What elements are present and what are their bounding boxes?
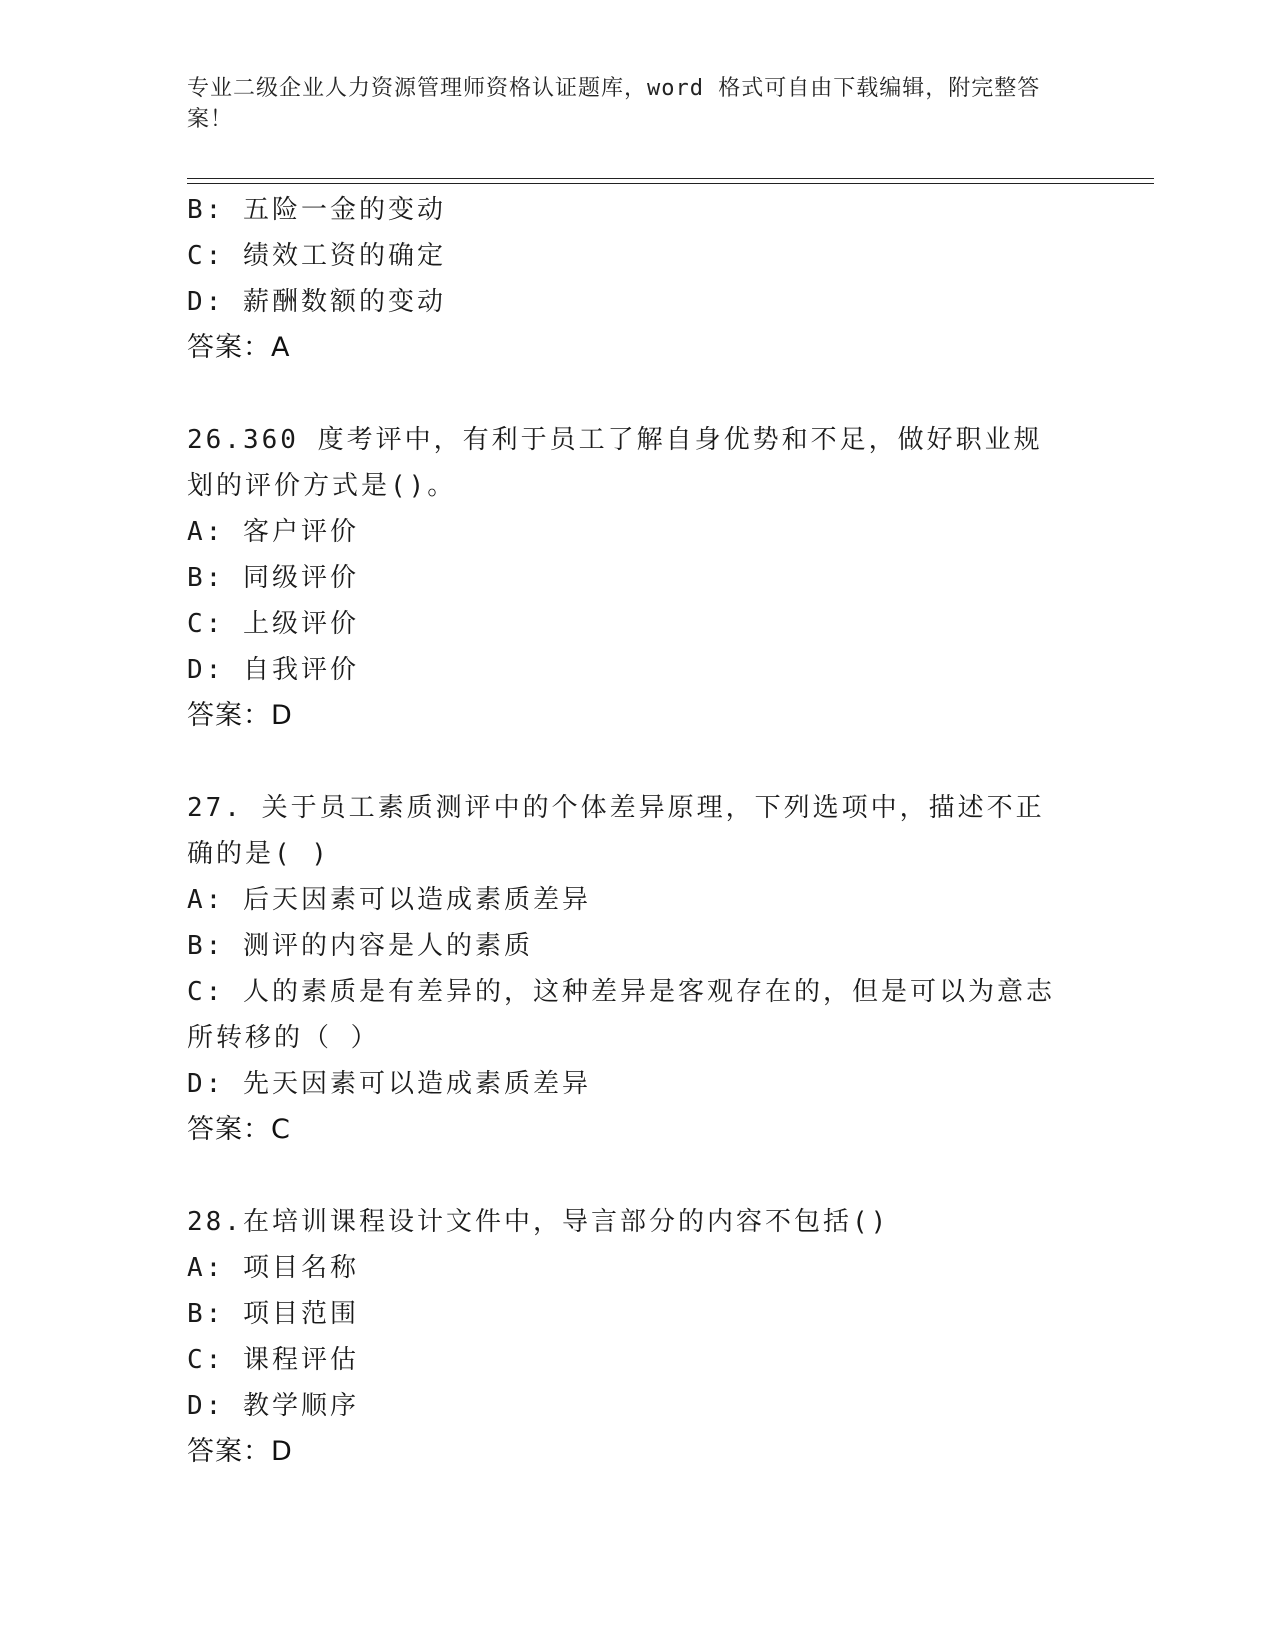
prev-question-tail bbox=[187, 187, 1087, 371]
spacer bbox=[187, 739, 1087, 785]
document-body bbox=[187, 187, 1087, 1475]
option-d: D: 自我评价 bbox=[187, 655, 359, 685]
option-a: A: 后天因素可以造成素质差异 bbox=[187, 885, 591, 915]
header-divider-bottom bbox=[187, 183, 1154, 184]
question-26 bbox=[187, 417, 1087, 739]
option-c: C: 绩效工资的确定 bbox=[187, 241, 446, 271]
question-28 bbox=[187, 1199, 1087, 1475]
option-a: A: 客户评价 bbox=[187, 517, 359, 547]
answer-line: 答案：A bbox=[187, 332, 291, 363]
option-d: D: 先天因素可以造成素质差异 bbox=[187, 1069, 591, 1099]
option-a: A: 项目名称 bbox=[187, 1253, 359, 1283]
spacer bbox=[187, 371, 1087, 417]
question-27 bbox=[187, 785, 1087, 1153]
option-d: D: 教学顺序 bbox=[187, 1391, 359, 1421]
option-c: C: 课程评估 bbox=[187, 1345, 359, 1375]
question-text: 27. 关于员工素质测评中的个体差异原理，下列选项中，描述不正确的是( ) bbox=[187, 793, 1045, 869]
option-b: B: 测评的内容是人的素质 bbox=[187, 931, 533, 961]
option-c: C: 上级评价 bbox=[187, 609, 359, 639]
option-b: B: 五险一金的变动 bbox=[187, 195, 446, 225]
option-b: B: 同级评价 bbox=[187, 563, 359, 593]
question-text: 28.在培训课程设计文件中，导言部分的内容不包括() bbox=[187, 1207, 890, 1237]
document-header: 专业二级企业人力资源管理师资格认证题库，word 格式可自由下载编辑，附完整答案！ bbox=[187, 76, 1041, 132]
header-divider-top bbox=[187, 178, 1154, 179]
question-text: 26.360 度考评中，有利于员工了解自身优势和不足，做好职业规划的评价方式是()。 bbox=[187, 425, 1043, 501]
answer-line: 答案：D bbox=[187, 700, 293, 731]
option-c: C: 人的素质是有差异的，这种差异是客观存在的，但是可以为意志所转移的（ ） bbox=[187, 977, 1055, 1053]
answer-line: 答案：C bbox=[187, 1114, 291, 1145]
answer-line: 答案：D bbox=[187, 1436, 293, 1467]
option-b: B: 项目范围 bbox=[187, 1299, 359, 1329]
spacer bbox=[187, 1153, 1087, 1199]
option-d: D: 薪酬数额的变动 bbox=[187, 287, 446, 317]
